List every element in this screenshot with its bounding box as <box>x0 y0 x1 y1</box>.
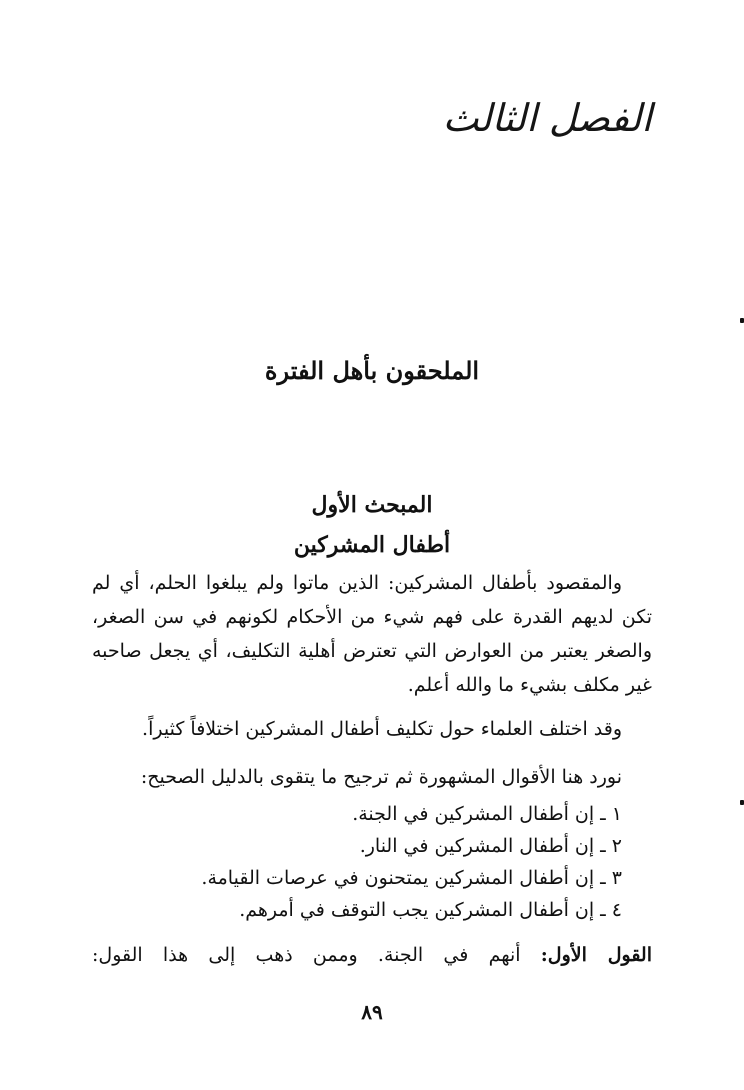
list-item: ٤ ـ إن أطفال المشركين يجب التوقف في أمرهم. <box>239 899 622 921</box>
body-text <box>92 566 652 972</box>
list-item: ٢ ـ إن أطفال المشركين في النار. <box>359 835 622 857</box>
first-opinion-label: القول الأول: <box>540 944 653 966</box>
chapter-title: الفصل الثالث <box>442 96 652 140</box>
list-item: ١ ـ إن أطفال المشركين في الجنة. <box>352 803 622 825</box>
list-intro-paragraph: نورد هنا الأقوال المشهورة ثم ترجيح ما يتقوى بالدليل الصحيح: <box>140 766 622 788</box>
subsection-subheading: أطفال المشركين <box>293 532 451 558</box>
scan-edge-mark <box>740 318 744 323</box>
definition-paragraph: والمقصود بأطفال المشركين: الذين ماتوا ولم يبلغوا الحلم، أي لم تكن لديهم القدرة على فهم شيء من الأحكام لكونهم في سن الصغر، والصغر يعتبر من العوارض التي تعترض أهلية التكليف، أي يجعل صاحبه غير مكلف بشيء ما والله أعلم. <box>92 572 652 696</box>
section-title: الملحقون بأهل الفترة <box>264 356 480 385</box>
subsection-heading: المبحث الأول <box>311 492 433 518</box>
opinions-list <box>92 798 652 926</box>
first-opinion-text: أنهم في الجنة. وممن ذهب إلى هذا القول: <box>92 944 521 966</box>
scan-edge-mark <box>740 800 744 805</box>
page-number: ٨٩ <box>361 1000 383 1024</box>
disagreement-paragraph: وقد اختلف العلماء حول تكليف أطفال المشركين اختلافاً كثيراً. <box>142 718 622 740</box>
list-item: ٣ ـ إن أطفال المشركين يمتحنون في عرصات القيامة. <box>201 867 622 889</box>
subsection-block <box>0 485 744 565</box>
first-opinion-paragraph <box>92 938 652 972</box>
